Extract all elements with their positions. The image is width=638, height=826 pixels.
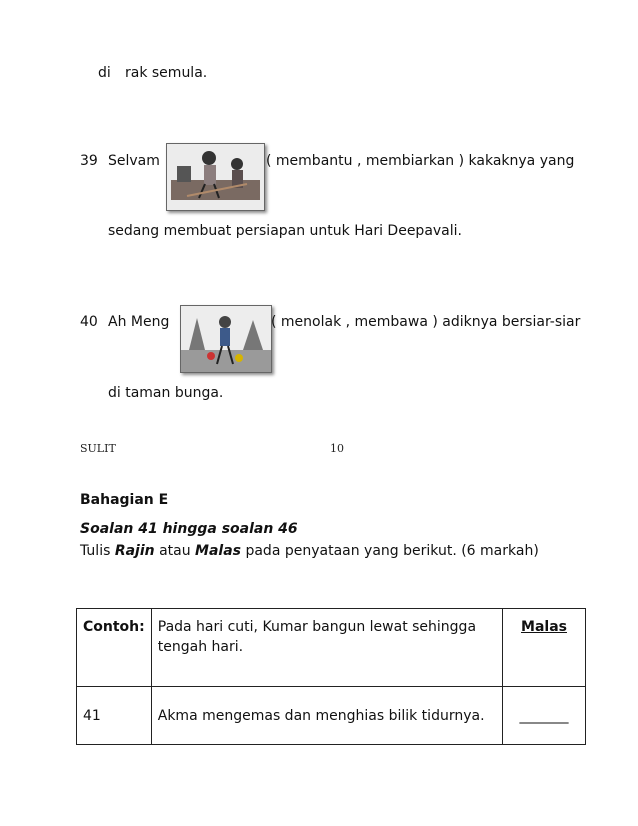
- row-answer: Malas: [503, 609, 586, 687]
- q40-name: Ah Meng: [108, 314, 170, 330]
- instr-post: pada penyataan yang berikut. (6 markah): [241, 543, 539, 559]
- q39-name: Selvam: [108, 153, 160, 169]
- section-title: Bahagian E: [80, 492, 169, 508]
- q39-picture: [166, 143, 265, 211]
- row-label: Contoh:: [77, 609, 152, 687]
- top-di: di: [98, 65, 111, 81]
- q39-line2: sedang membuat persiapan untuk Hari Deepavali.: [108, 223, 462, 239]
- q39-choices: ( membantu , membiarkan ) kakaknya yang: [266, 153, 575, 169]
- answer-table: [76, 608, 586, 745]
- footer-sulit: SULIT: [80, 442, 116, 455]
- instr-rajin: Rajin: [114, 543, 155, 559]
- q39-number: 39: [80, 153, 98, 169]
- row-statement: Akma mengemas dan menghias bilik tidurnya.: [151, 687, 502, 745]
- children-preparing-picture-icon: [167, 144, 264, 210]
- instr-mid: atau: [154, 543, 196, 559]
- q40-picture: [180, 305, 272, 373]
- table-row-41: [77, 687, 586, 745]
- q40-number: 40: [80, 314, 98, 330]
- section-instructions: [80, 542, 539, 560]
- row-answer-blank[interactable]: _______: [503, 687, 586, 745]
- table-row-example: [77, 609, 586, 687]
- instr-malas: Malas: [195, 543, 242, 559]
- footer-page-number: 10: [330, 442, 344, 455]
- q40-choices: ( menolak , membawa ) adiknya bersiar-siar: [271, 314, 581, 330]
- top-line-text: rak semula.: [125, 65, 208, 81]
- q40-line2: di taman bunga.: [108, 385, 224, 401]
- instr-pre: Tulis: [80, 543, 115, 559]
- boy-in-park-picture-icon: [181, 306, 271, 372]
- section-subtitle: Soalan 41 hingga soalan 46: [80, 521, 298, 537]
- row-statement: Pada hari cuti, Kumar bangun lewat sehingga tengah hari.: [151, 609, 502, 687]
- row-label: 41: [77, 687, 152, 745]
